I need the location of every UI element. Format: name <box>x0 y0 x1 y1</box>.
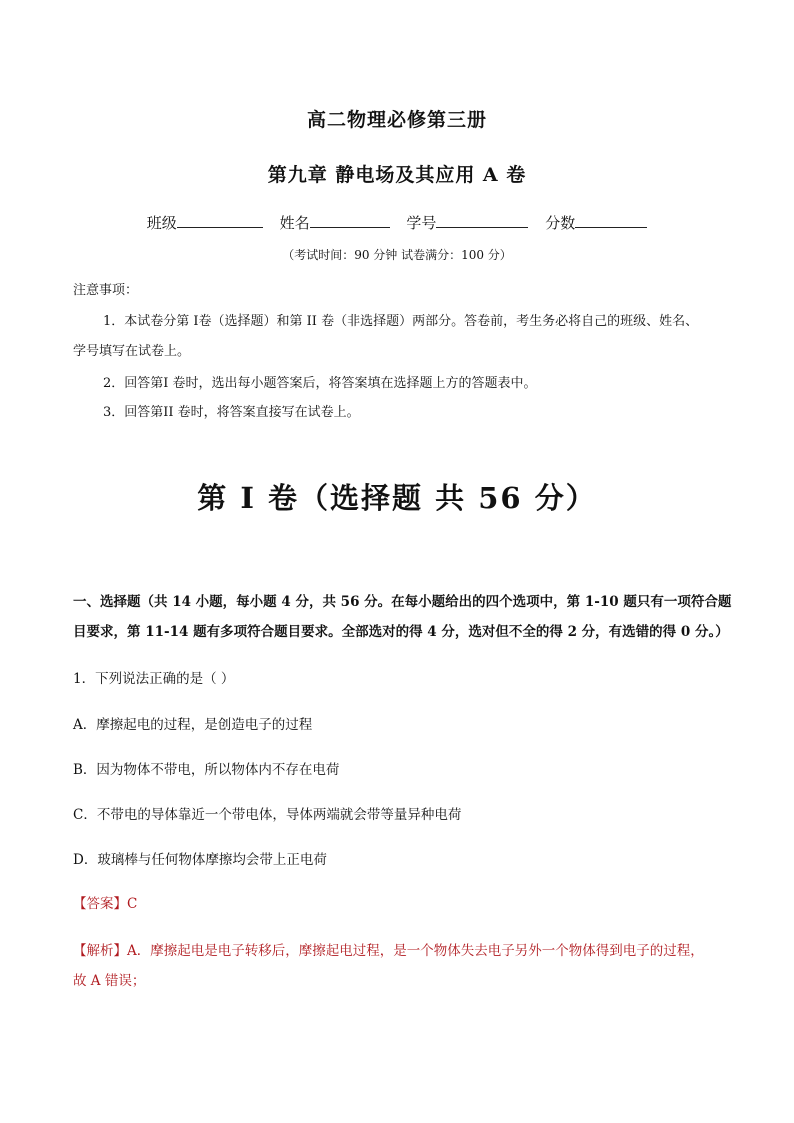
score-label: 分数 <box>545 214 576 232</box>
student-id-field[interactable] <box>406 212 528 233</box>
name-label: 姓名 <box>279 214 310 232</box>
question-1-answer <box>73 892 137 912</box>
class-field[interactable] <box>147 212 263 233</box>
student-id-blank[interactable] <box>436 213 528 228</box>
section-title: 第 I 卷（选择题 共 56 分） <box>197 481 597 515</box>
question-1-stem: 1．下列说法正确的是（ ） <box>73 671 235 687</box>
note-item-2: 2．回答第I 卷时，选出每小题答案后，将答案填在选择题上方的答题表中。 <box>103 376 537 391</box>
question-1-analysis <box>73 939 733 959</box>
note-item-1: 1．本试卷分第 I卷（选择题）和第 II 卷（非选择题）两部分。答卷前，考生务必将自己的班级、姓名、 <box>103 314 699 329</box>
question-1-option-a: A．摩擦起电的过程，是创造电子的过程 <box>73 717 313 733</box>
analysis-line-1: A．摩擦起电是电子转移后，摩擦起电过程，是一个物体失去电子另外一个物体得到电子的过程， <box>127 943 704 959</box>
class-blank[interactable] <box>177 213 263 228</box>
notes-title: 注意事项： <box>73 283 139 298</box>
student-id-label: 学号 <box>406 214 437 232</box>
question-1-option-c: C．不带电的导体靠近一个带电体，导体两端就会带等量异种电荷 <box>73 807 462 823</box>
analysis-line-2: 故 A 错误； <box>73 973 146 989</box>
name-blank[interactable] <box>310 213 390 228</box>
note-item-3: 3．回答第II 卷时，将答案直接写在试卷上。 <box>103 405 360 420</box>
page-title: 高二物理必修第三册 <box>306 109 487 131</box>
question-1-option-b: B．因为物体不带电，所以物体内不存在电荷 <box>73 762 340 778</box>
note-item-1-continued: 学号填写在试卷上。 <box>73 344 191 359</box>
instructions-line-2: 目要求，第 11-14 题有多项符合题目要求。全部选对的得 4 分，选对但不全的得 2 分，有选错的得 0 分。） <box>73 624 729 640</box>
analysis-label: 【解析】 <box>73 943 127 959</box>
name-field[interactable] <box>280 212 390 233</box>
score-blank[interactable] <box>575 213 647 228</box>
student-info-line <box>0 212 794 233</box>
class-label: 班级 <box>146 214 177 232</box>
instructions-line-1: 一、选择题（共 14 小题，每小题 4 分，共 56 分。在每小题给出的四个选项中，第 1-10 题只有一项符合题 <box>73 594 732 610</box>
question-1-option-d: D．玻璃棒与任何物体摩擦均会带上正电荷 <box>73 852 327 868</box>
score-field[interactable] <box>545 212 647 233</box>
answer-label: 【答案】 <box>73 896 127 912</box>
exam-time-note: （考试时间：90 分钟 试卷满分：100 分） <box>282 248 512 262</box>
chapter-title: 第九章 静电场及其应用 A 卷 <box>267 164 527 186</box>
answer-value: C <box>127 896 138 912</box>
